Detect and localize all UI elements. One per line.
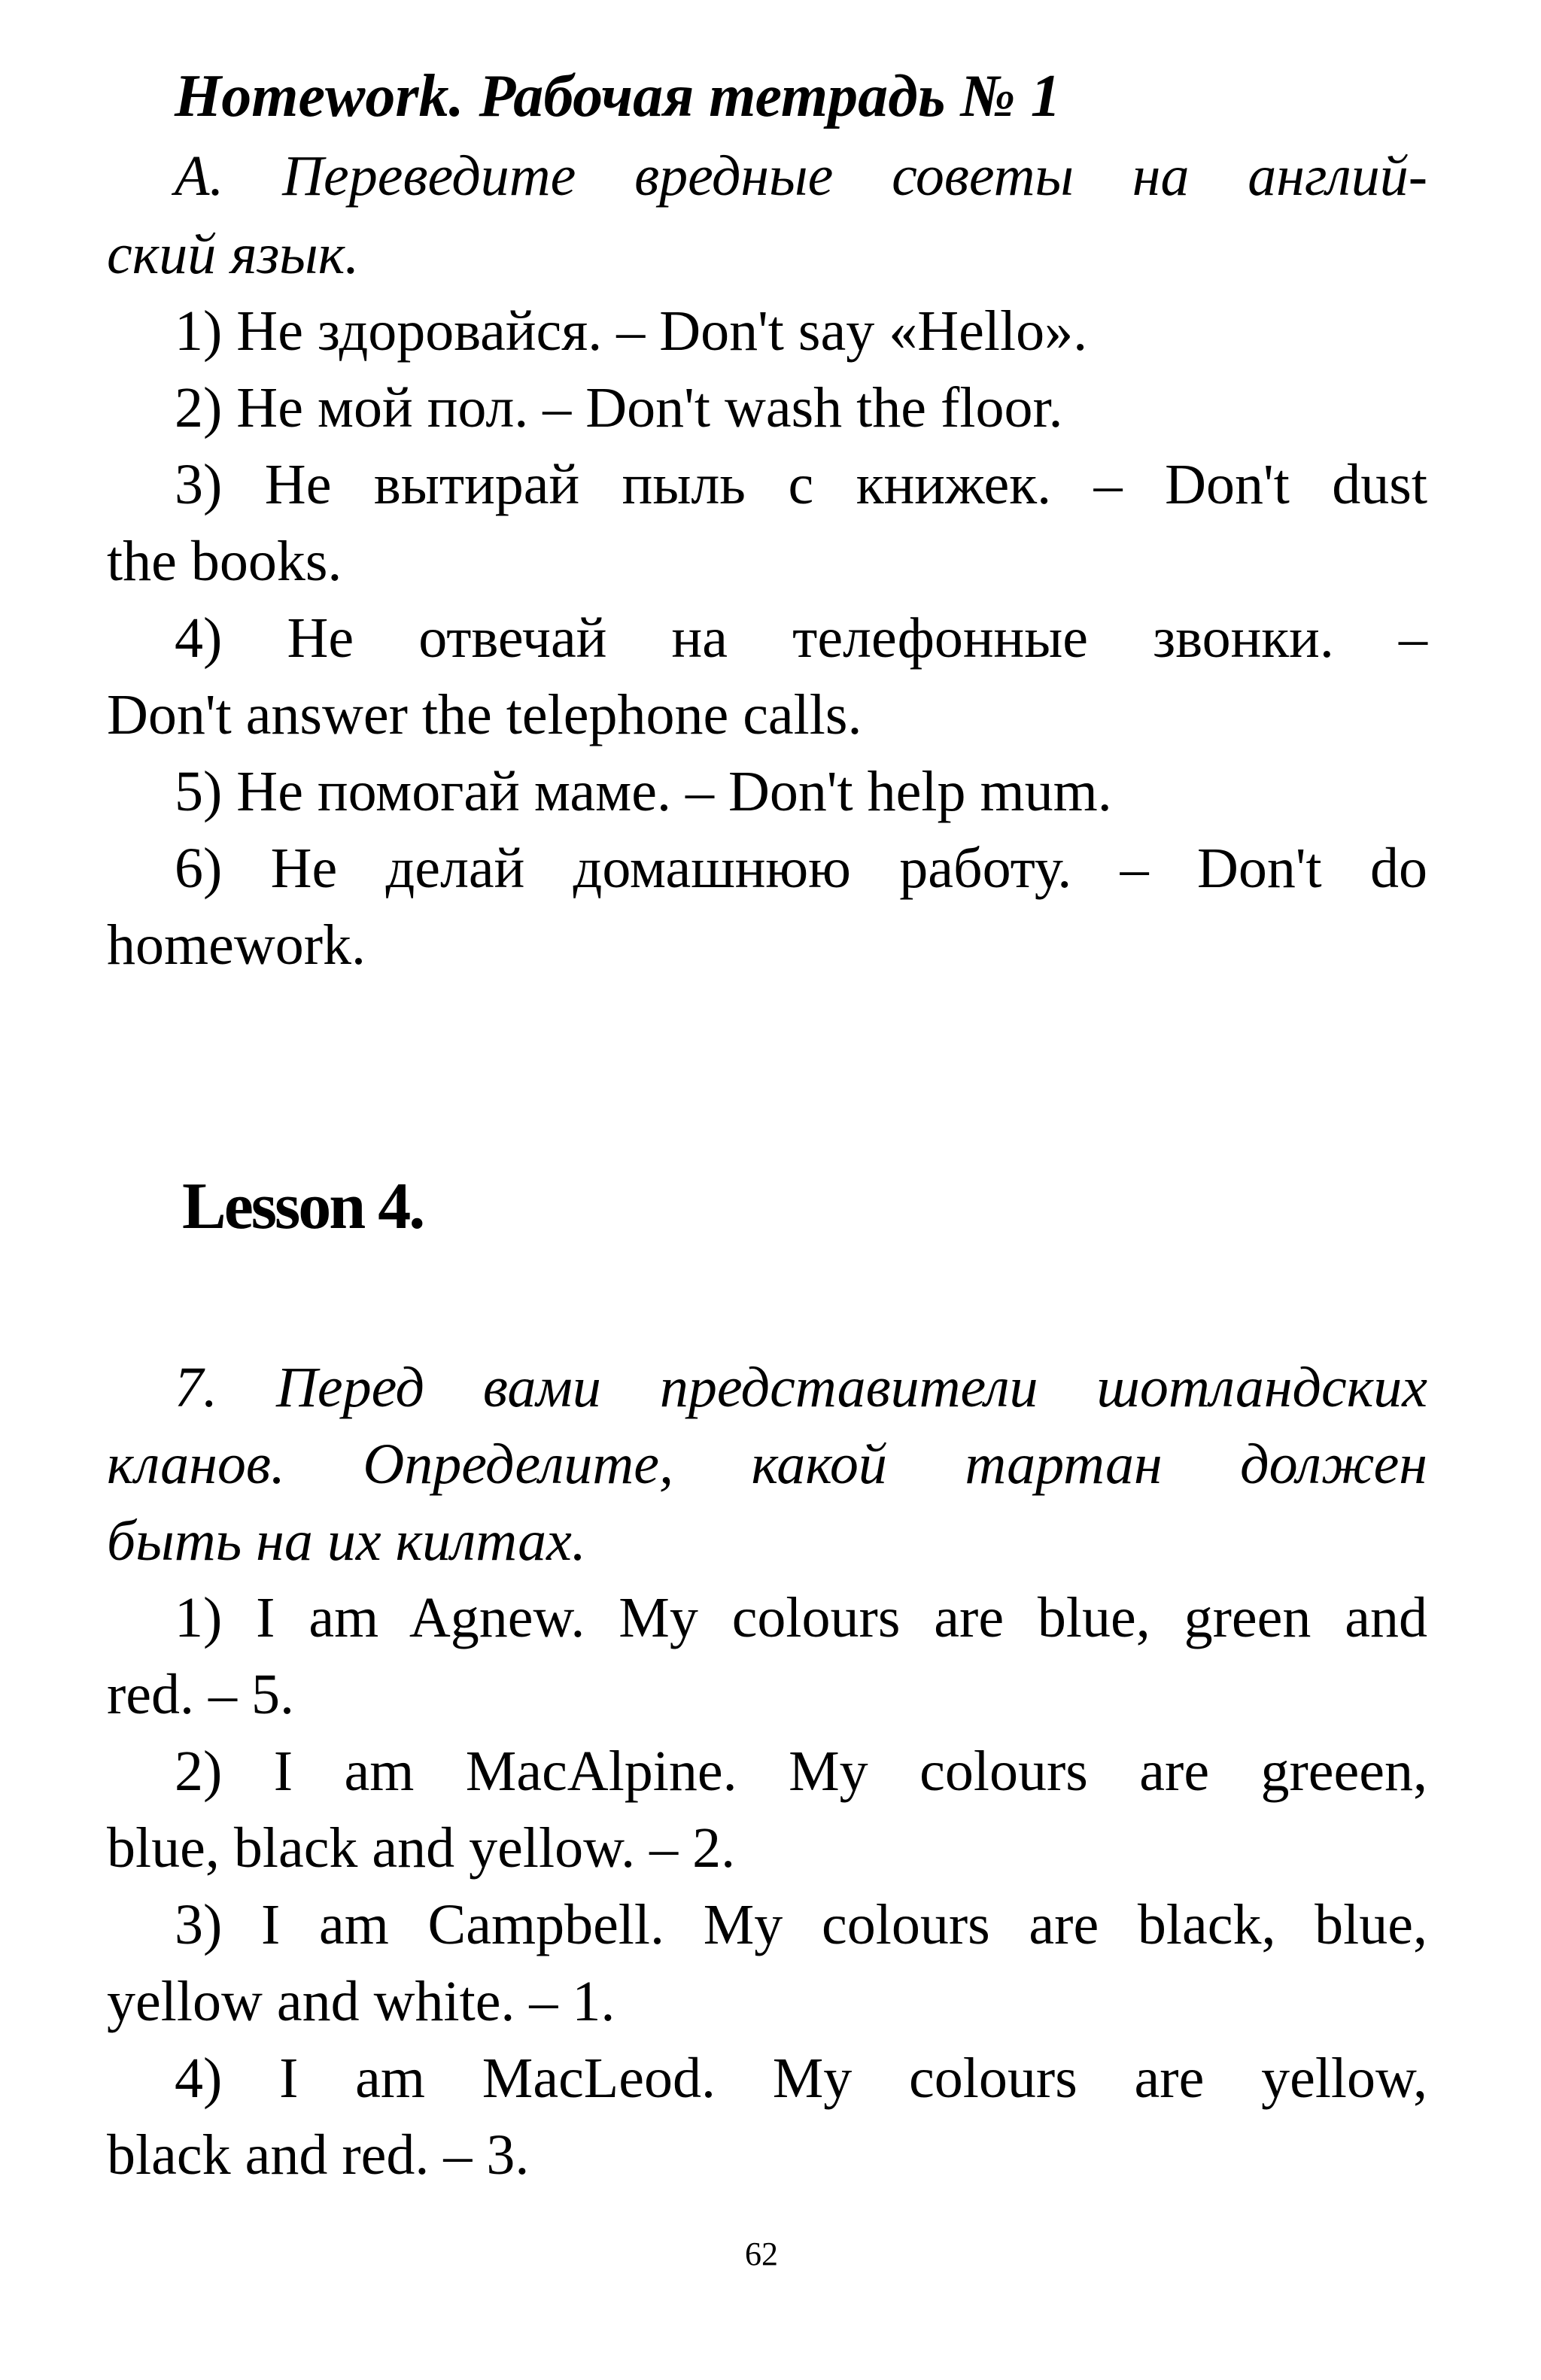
exercise7-item-2: 2) I am MacAlpine. My colours are greeen, (175, 1740, 1427, 1803)
exercise7-item-3: 3) I am Campbell. My colours are black, blue, (175, 1893, 1427, 1956)
exercise7-item-4-cont: black and red. – 3. (107, 2123, 530, 2187)
homework-item-5: 5) Не помогай маме. – Don't help mum. (175, 760, 1112, 823)
exercise7-item-2-cont: blue, black and yellow. – 2. (107, 1816, 736, 1880)
homework-item-6: 6) Не делай домашнюю работу. – Don't do (175, 837, 1427, 900)
homework-item-3-cont: the books. (107, 530, 342, 593)
homework-item-4-cont: Don't answer the telephone calls. (107, 683, 862, 746)
exercise7-item-4: 4) I am MacLeod. My colours are yellow, (175, 2047, 1427, 2110)
homework-title: Homework. Рабочая тетрадь № 1 (175, 63, 1061, 129)
homework-item-2: 2) Не мой пол. – Don't wash the floor. (175, 376, 1063, 439)
homework-item-1: 1) Не здоровайся. – Don't say «Hello». (175, 299, 1088, 363)
task-a-instruction-line1: А. Переведите вредные советы на англий- (175, 144, 1427, 208)
exercise7-item-1: 1) I am Agnew. My colours are blue, green and (175, 1586, 1427, 1649)
homework-item-3: 3) Не вытирай пыль с книжек. – Don't dust (175, 453, 1427, 516)
exercise7-instruction-line1: 7. Перед вами представители шотландских (175, 1356, 1427, 1419)
exercise7-item-3-cont: yellow and white. – 1. (107, 1970, 615, 2033)
lesson-title: Lesson 4. (182, 1170, 424, 1243)
task-a-instruction-line2: ский язык. (107, 223, 360, 286)
page-number: 62 (745, 2236, 778, 2272)
exercise7-instruction-line2: кланов. Определите, какой тартан должен (107, 1433, 1427, 1496)
homework-item-4: 4) Не отвечай на телефонные звонки. – (175, 606, 1427, 670)
exercise7-instruction-line3: быть на их килтах. (107, 1509, 586, 1573)
exercise7-item-1-cont: red. – 5. (107, 1663, 295, 1726)
homework-item-6-cont: homework. (107, 913, 366, 977)
